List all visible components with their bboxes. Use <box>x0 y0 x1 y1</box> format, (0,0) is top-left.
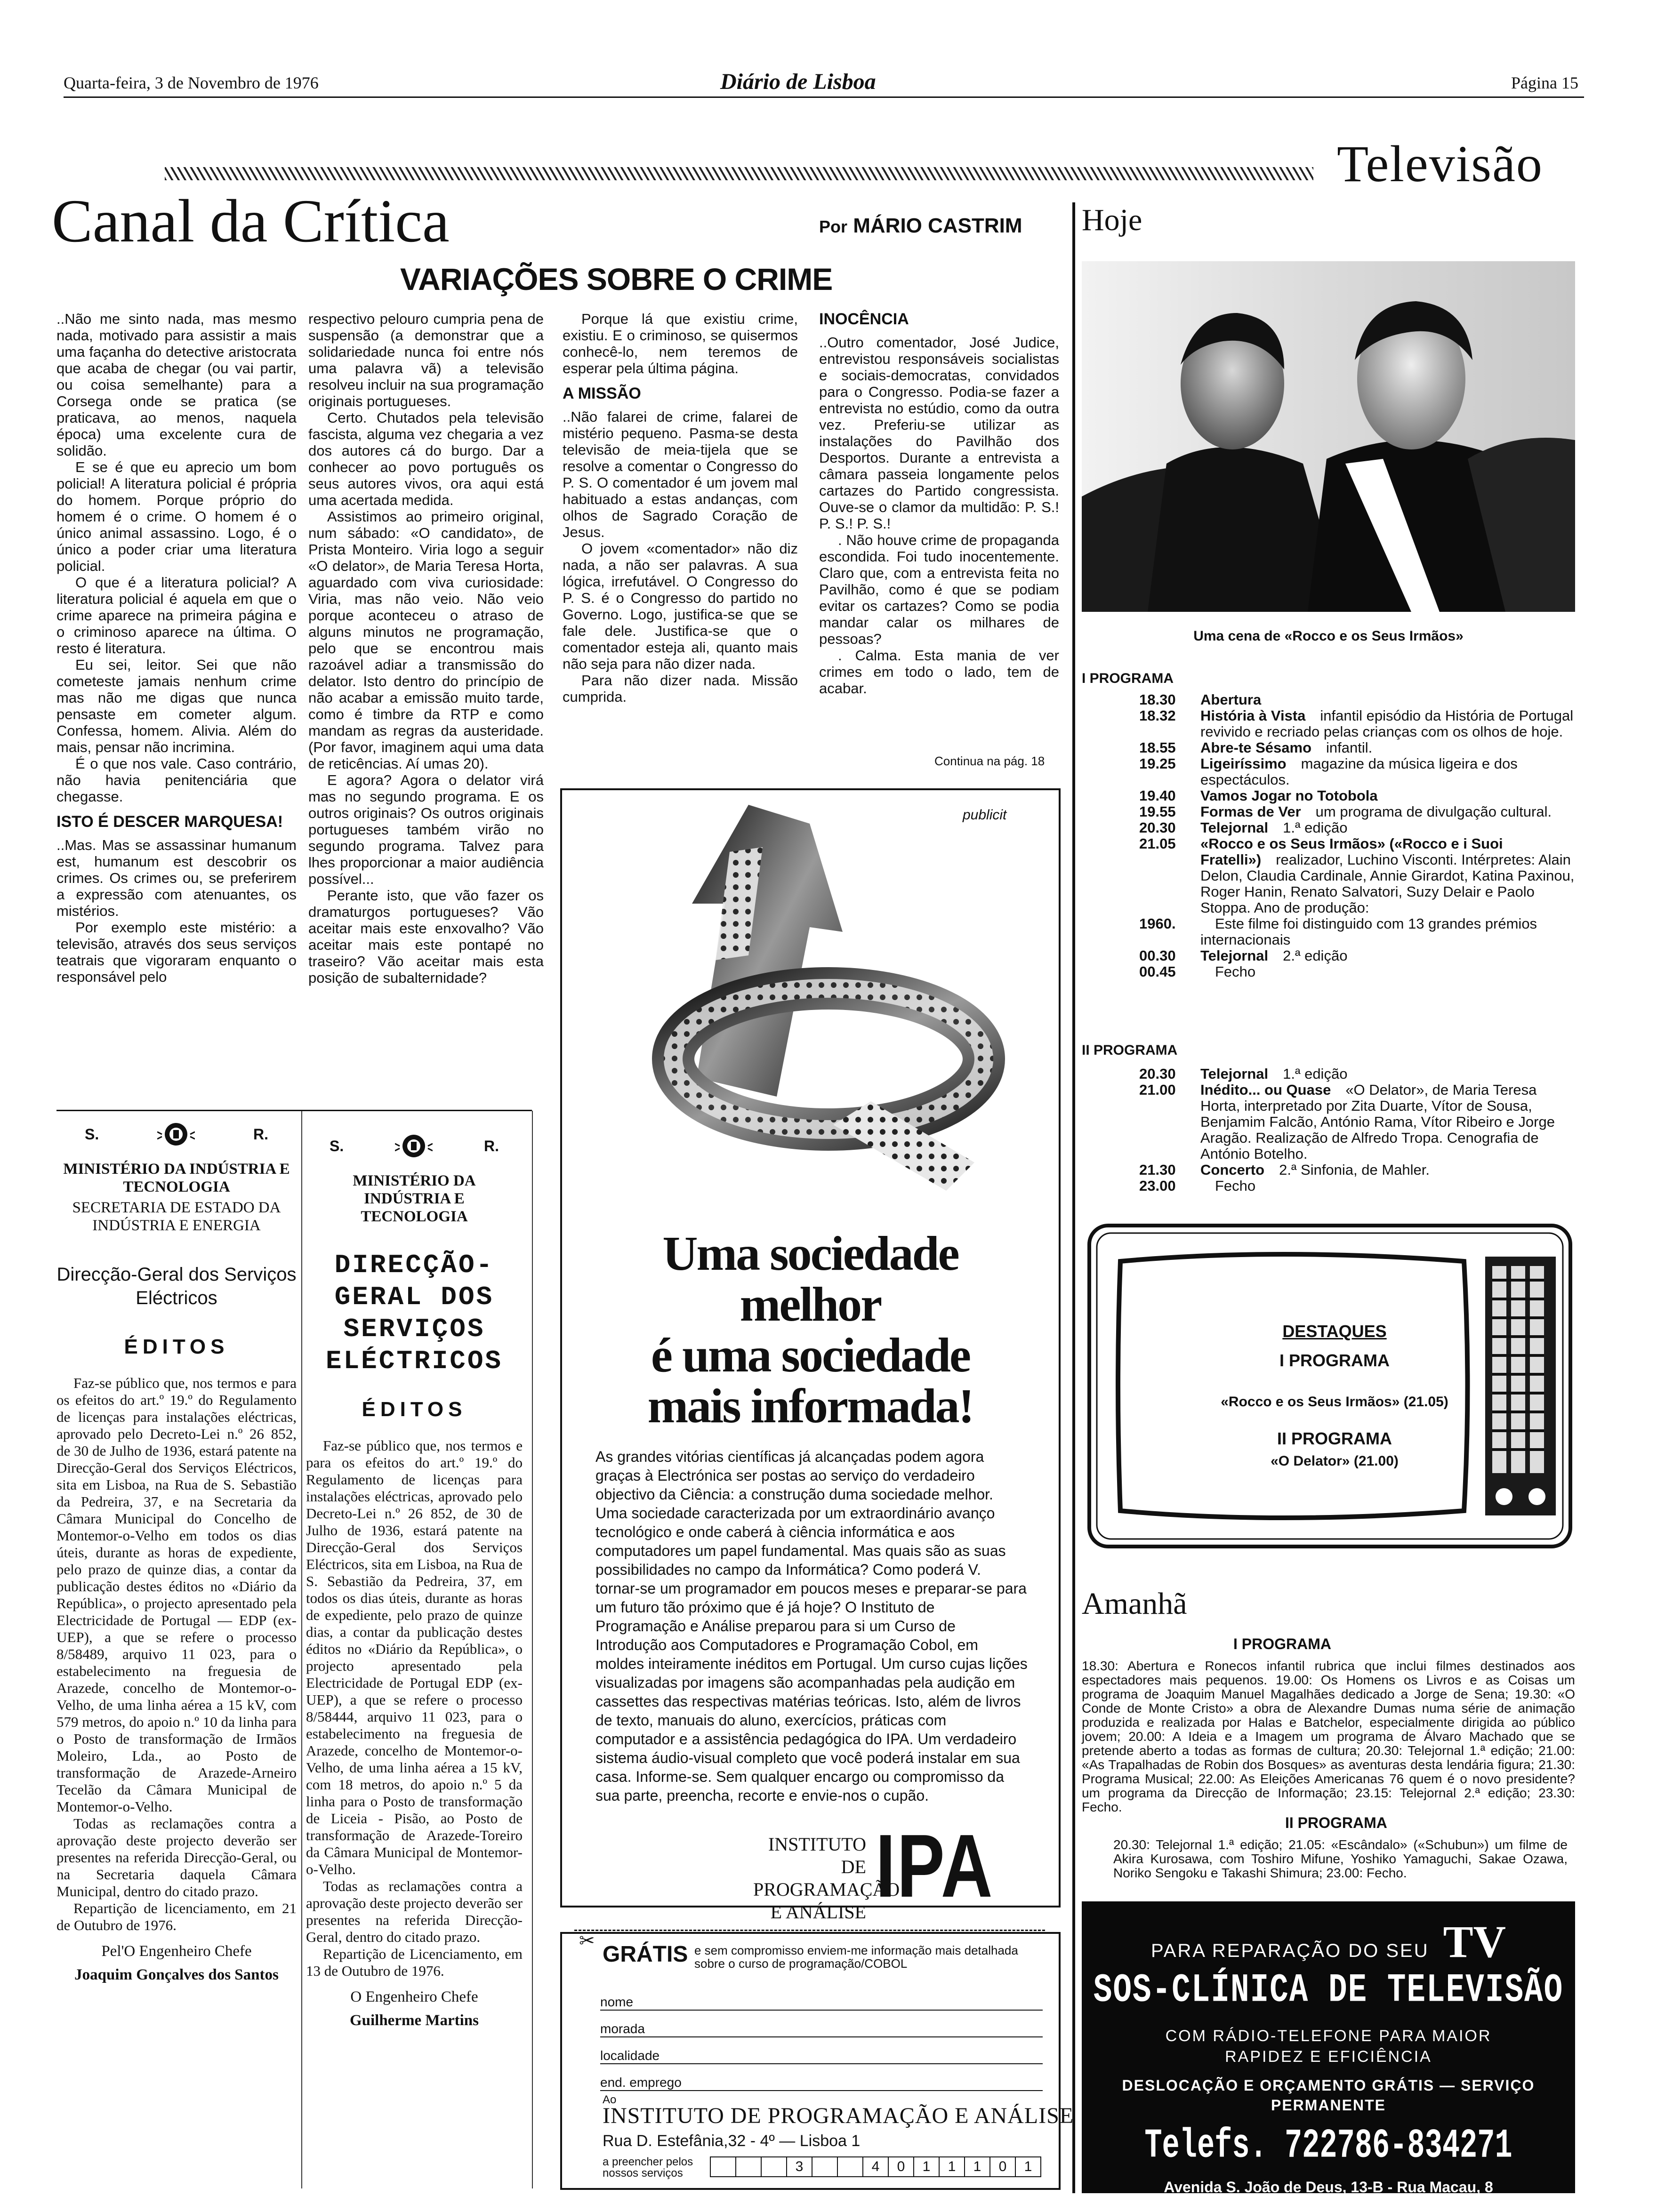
signer-name: Guilherme Martins <box>349 2012 479 2029</box>
schedule-row <box>1139 820 1575 836</box>
notice-title: ÉDITOS <box>124 1335 229 1358</box>
coupon-fields <box>600 1984 1043 2091</box>
secretariat: SECRETARIA DE ESTADO DA INDÚSTRIA E ENERGIA <box>72 1199 281 1234</box>
schedule-row <box>1139 804 1575 820</box>
masthead: Diário de Lisboa <box>720 69 876 94</box>
public-notice-2 <box>306 1130 523 2029</box>
column-title: Canal da Crítica <box>52 187 450 255</box>
field-label: end. emprego <box>600 2075 682 2090</box>
paragraph: O que é a literatura policial? A literatura policial é aquela em que o crime aparece na primeira página e o criminoso aparece na última. O resto é literatura. <box>56 574 297 657</box>
schedule-title: Telejornal <box>1200 819 1269 836</box>
article-headline: VARIAÇÕES SOBRE O CRIME <box>400 262 833 297</box>
coupon-institute: INSTITUTO DE PROGRAMAÇÃO E ANÁLISE <box>603 2103 1074 2128</box>
paragraph: Repartição de Licenciamento, em 13 de Outubro de 1976. <box>306 1946 523 1979</box>
to-label: Ao <box>603 2093 617 2106</box>
schedule-row <box>1139 948 1575 964</box>
schedule-channel-2 <box>1139 1066 1575 1194</box>
code-box: 1 <box>913 2156 940 2177</box>
schedule-title: Abre-te Sésamo <box>1200 739 1312 756</box>
schedule-time: 1960. <box>1139 915 1176 932</box>
field-emprego[interactable] <box>600 2064 1043 2091</box>
gratis-label: GRÁTIS <box>603 1942 688 1967</box>
sos-line-3: COM RÁDIO-TELEFONE PARA MAIOR RAPIDEZ E EFICIÊNCIA <box>1165 2027 1492 2066</box>
schedule-description: 2.ª edição <box>1283 947 1348 964</box>
schedule-time: 00.45 <box>1139 963 1176 980</box>
paragraph: Certo. Chutados pela televisão fascista, alguma vez chegaria a vez dos autores cá do burgo. Dar a conhecer ao povo português os seus autores vivos, ora aqui está uma acertada medida. <box>308 409 544 508</box>
byline-prefix: Por <box>819 217 848 236</box>
issue-date: Quarta-feira, 3 de Novembro de 1976 <box>64 73 319 92</box>
signer-title: O Engenheiro Chefe <box>350 1988 478 2005</box>
byline-author: MÁRIO CASTRIM <box>853 214 1022 237</box>
code-box: 0 <box>989 2156 1016 2177</box>
schedule-time: 18.32 <box>1139 707 1176 724</box>
paragraph: ..Mas. Mas se assassinar humanum est, humanum est descobrir os crimes. Os crimes ou, se preferirem a expressão com atenuantes, os mistérios. <box>56 837 297 919</box>
code-box: 3 <box>786 2156 812 2177</box>
schedule-time: 18.55 <box>1139 739 1176 756</box>
institute-line: E ANÁLISE <box>770 1901 866 1923</box>
institute-line: DE PROGRAMAÇÃO <box>753 1856 900 1900</box>
schedule-title: Ligeiríssimo <box>1200 755 1287 772</box>
schedule-description: «O Delator», de Maria Teresa Horta, interpretado por Zita Duarte, Vítor de Sousa, Benjamim Falcão, António Rama, Vítor Ribeiro e Jorge Aragão. Realização de Alfredo Tropa. Cenografia de António Botelho. <box>1200 1082 1555 1162</box>
notice-body <box>306 1437 523 1980</box>
schedule-description: Fecho <box>1215 963 1256 980</box>
schedule-description: 1.ª edição <box>1283 1066 1348 1082</box>
paragraph: As grandes vitórias científicas já alcançadas podem agora graças à Electrónica ser postas ao serviço do verdadeiro objectivo da Ciência: a construção duma sociedade melhor. Uma sociedade caracterizada por um extraordinário avanço tecnológico e onde caberá à ciência informática e aos computadores um papel fundamental. Mas quais são as suas possibilidades no campo da Informática? Como poderá V. tornar-se um programador em poucos meses e preparar-se para um futuro tão próximo que é já hoje? O Instituto de Programação e Análise preparou para si um Curso de Introdução aos Computadores e Programação Cobol, em moldes inteiramente inéditos em Portugal. Um curso cujas lições visualizadas por imagens são acompanhadas pela audição em cassettes das respectivas matérias teóricas. Isto, além de livros de texto, manuais do aluno, exercícios, práticas com computador e a assistência pedagógica do IPA. Um verdadeiro sistema áudio-visual completo que você poderá instalar em sua casa. Informe-se. Sem qualquer encargo ou compromisso da sua parte, preencha, recorte e envie-nos o cupão. <box>595 1448 1028 1804</box>
schedule-time: 19.55 <box>1139 803 1176 820</box>
signer-title: Pel'O Engenheiro Chefe <box>101 1943 252 1960</box>
highlights-title: DESTAQUES <box>1282 1322 1387 1341</box>
paragraph: . Não houve crime de propaganda escondida. Foi tudo inocentemente. Claro que, com a entrevista feita no Pavilhão, como é que se podiam evitar os cartazes? Como se podia mandar calar os milhares de pessoas? <box>819 532 1059 647</box>
tomorrow-heading: Amanhã <box>1082 1587 1187 1621</box>
seal-letter-s: S. <box>330 1138 344 1154</box>
institute-line: INSTITUTO <box>768 1834 866 1855</box>
highlights-item-1: «Rocco e os Seus Irmãos» (21.05) <box>1221 1394 1448 1410</box>
sos-line-4: DESLOCAÇÃO E ORÇAMENTO GRÁTIS — SERVIÇO PERMANENTE <box>1122 2077 1535 2114</box>
sos-tv: TV <box>1443 1916 1506 1967</box>
sos-address: Avenida S. João de Deus, 13-B - Rua Macau, 8 <box>1164 2179 1493 2196</box>
paragraph: Faz-se público que, nos termos e para os efeitos do art.º 19.º do Regulamento de licenças para instalações eléctricas, aprovado pelo Decreto-Lei n.º 26 852, de 30 de Julho de 1936, estará patente na Direcção-Geral dos Serviços Eléctricos, sita em Lisboa, na Rua de S. Sebastião da Pedreira, 37, e na Secretaria da Câmara Municipal do Concelho de Montemor-o-Velho em todos os dias úteis, durante as horas de expediente, pelo prazo de quinze dias, a contar da publicação destes éditos no «Diário da República», o projecto apresentado pela Electricidade de Portugal — EDP (ex-UEP), a que se refere o processo 8/58489, arquivo 11 023, para o estabelecimento na freguesia de Arazede, concelho de Montemor-o-Velho, de uma linha aérea a 15 kV, com 579 metros, do apoio n.º 10 da linha para o Posto de transformação de Irmãos Moleiro, Lda., ao Posto de transformação de Arazede-Arneiro Tecelão da Câmara Municipal de Montemor-o-Velho. <box>56 1375 297 1815</box>
headline-line: melhor <box>740 1277 881 1331</box>
fill-note: a preencher pelos nossos serviços <box>603 2156 693 2180</box>
hatched-rule <box>165 167 1313 180</box>
column-rule <box>532 1111 533 2188</box>
ad-headline <box>560 1228 1061 1432</box>
ipa-logo <box>876 1826 1036 1906</box>
paragraph: ..Não me sinto nada, mas mesmo nada, motivado para assistir a mais uma façanha do detective aristocrata que acaba de chegar (ou vai partir, ou coisa semelhante) para a Corsega onde se pratica (se praticava, ao menos, naquela época) uma excelente cura de solidão. <box>56 311 297 459</box>
gratis-note: e sem compromisso enviem-me informação mais detalhada sobre o curso de programação/COBOL <box>694 1943 1018 1971</box>
paragraph: O jovem «comentador» não diz nada, a não ser palavras. A sua lógica, irrefutável. O Congresso do P. S. é o Congresso do partido no Governo. Logo, justifica-se que se fale dele. Justifica-se que o comentador esteja ali, quanto mais não seja para não dizer nada. <box>563 540 798 672</box>
schedule-title: Telejornal <box>1200 947 1269 964</box>
paragraph: Para não dizer nada. Missão cumprida. <box>563 672 798 705</box>
field-localidade[interactable] <box>600 2037 1043 2064</box>
paragraph: Todas as reclamações contra a aprovação deste projecto deverão ser presentes na referida Direcção-Geral, ou na Secretaria daquela Câmara Municipal, dentro do citado prazo. <box>56 1815 297 1899</box>
section-title: Televisão <box>1337 135 1543 192</box>
sos-clinic-advertisement <box>1082 1901 1575 2196</box>
paragraph: Porque lá que existiu crime, existiu. E o criminoso, se quisermos conhecê-lo, nem teremos de esperar pela última página. <box>563 311 798 377</box>
schedule-row <box>1139 1082 1575 1162</box>
schedule-time: 21.00 <box>1139 1082 1176 1098</box>
schedule-title: História à Vista <box>1200 707 1306 724</box>
schedule-time: 21.30 <box>1139 1162 1176 1178</box>
article-column-2 <box>308 311 544 986</box>
ministry: MINISTÉRIO DA INDÚSTRIA E TECNOLOGIA <box>353 1172 476 1225</box>
paragraph: respectivo pelouro cumpria pena de suspensão (a demonstrar que a solidariedade nunca foi entre nós uma palavra vã) a televisão resolveu incluir na sua programação originais portugueses. <box>308 311 544 409</box>
schedule-time: 18.30 <box>1139 691 1176 708</box>
code-box <box>761 2156 787 2177</box>
field-morada[interactable] <box>600 2011 1043 2037</box>
schedule-row <box>1139 756 1575 788</box>
schedule-title: «Rocco e os Seus Irmãos» («Rocco e i Suoi Fratelli») <box>1200 835 1503 868</box>
seal-letter-r: R. <box>253 1126 268 1143</box>
tomorrow-schedule-2: 20.30: Telejornal 1.ª edição; 21.05: «Escândalo» («Schubun») um filme de Akira Kurosawa, com Toshiro Mifune, Yoshiko Yamaguchi, Sakae Ozawa, Noriko Sengoku e Takashi Shimura; 23.00: Fecho. <box>1113 1837 1568 1880</box>
paragraph: . Calma. Esta mania de ver crimes em todo o lado, tem de acabar. <box>819 647 1059 697</box>
paragraph: ..Outro comentador, José Judice, entrevistou responsáveis socialistas e sociais-democratas, convidados para o Congresso. Podia-se fazer a entrevista no estúdio, como da outra vez. Preferiu-se utilizar as instalações do Pavilhão dos Desportos. Durante a entrevista a câmara passeia longamente pelos cartazes do Partido congressista. Ouve-se o clamor da multidão: P. S.! P. S.! P. S.! <box>819 334 1059 532</box>
signer-name: Joaquim Gonçalves dos Santos <box>74 1966 279 1983</box>
schedule-time: 19.40 <box>1139 787 1176 804</box>
coat-of-arms-icon <box>395 1130 433 1162</box>
schedule-row <box>1139 708 1575 740</box>
schedule-description: magazine da música ligeira e dos espectáculos. <box>1200 755 1518 788</box>
code-box: 0 <box>888 2156 914 2177</box>
ad-section-rule <box>56 1110 532 1111</box>
schedule-time: 21.05 <box>1139 835 1176 852</box>
code-box: 1 <box>939 2156 965 2177</box>
continued-note: Continua na pág. 18 <box>934 754 1045 768</box>
column-rule <box>301 1111 302 2188</box>
paragraph: Todas as reclamações contra a aprovação deste projecto deverão ser presentes na referida Direcção-Geral, dentro do citado prazo. <box>306 1878 523 1945</box>
seal-letter-s: S. <box>85 1126 99 1143</box>
sos-phones: Telefs. 722786-834271 <box>1144 2122 1512 2170</box>
channel-heading: I PROGRAMA <box>1233 1635 1331 1652</box>
field-nome[interactable] <box>600 1984 1043 2011</box>
coat-of-arms-icon <box>157 1118 195 1151</box>
article-column-1 <box>56 311 297 985</box>
highlights-channel-2: II PROGRAMA <box>1277 1429 1392 1448</box>
schedule-description: Este filme foi distinguido com 13 grandes prémios internacionais <box>1200 915 1537 948</box>
photo-caption: Uma cena de «Rocco e os Seus Irmãos» <box>1193 628 1464 644</box>
schedule-channel-1 <box>1139 692 1575 980</box>
channel-heading: I PROGRAMA <box>1082 671 1174 686</box>
today-heading: Hoje <box>1082 203 1142 237</box>
paragraph: Por exemplo este mistério: a televisão, através dos seus serviços teatrais que vigoraram enquanto o responsável pelo <box>56 919 297 985</box>
schedule-row <box>1139 788 1575 804</box>
code-box <box>812 2156 838 2177</box>
headline-line: Uma sociedade <box>662 1226 958 1281</box>
schedule-description: infantil. <box>1326 739 1373 756</box>
schedule-title: Concerto <box>1200 1162 1265 1178</box>
perforated-tape-illustration <box>607 795 1022 1210</box>
field-label: morada <box>600 2021 645 2036</box>
page-number: Página 15 <box>1511 73 1578 92</box>
subheading: ISTO É DESCER MARQUESA! <box>56 813 283 831</box>
schedule-title: Formas de Ver <box>1200 803 1301 820</box>
byline <box>819 214 1022 238</box>
code-box: 4 <box>862 2156 889 2177</box>
public-notice-1 <box>56 1118 297 1984</box>
schedule-title: Abertura <box>1200 691 1262 708</box>
headline-line: mais informada! <box>647 1379 973 1433</box>
paragraph: Perante isto, que vão fazer os dramaturgos portugueses? Vão aceitar mais este enxovalho? Vão aceitar mais este pontapé no traseiro? Vão aceitar mais esta posição de subalternidade? <box>308 887 544 986</box>
film-still-photo <box>1082 261 1575 612</box>
schedule-title: Inédito... ou Quase <box>1200 1082 1331 1098</box>
schedule-time: 23.00 <box>1139 1178 1176 1194</box>
headline-line: é uma sociedade <box>651 1328 970 1382</box>
schedule-title: Vamos Jogar no Totobola <box>1200 787 1378 804</box>
seal-letter-r: R. <box>483 1138 499 1154</box>
scissors-icon: ✂ <box>579 1930 595 1951</box>
directorate: DIRECÇÃO-GERAL DOS SERVIÇOS ELÉCTRICOS <box>325 1250 503 1376</box>
field-label: localidade <box>600 2048 660 2063</box>
paragraph: Eu sei, leitor. Sei que não cometeste jamais nenhum crime mas não me digas que nunca pensaste em cometer algum. Confessa, homem. Alivia. Além do mais, pensar não incrimina. <box>56 657 297 755</box>
article-column-3 <box>563 311 798 705</box>
subheading: A MISSÃO <box>563 385 641 402</box>
schedule-time: 00.30 <box>1139 947 1176 964</box>
highlights-box <box>1205 1320 1464 1473</box>
agency-mark: publicit <box>963 807 1007 823</box>
schedule-row <box>1139 1178 1575 1194</box>
ad-body <box>595 1447 1029 1805</box>
schedule-time: 20.30 <box>1139 1066 1176 1082</box>
paragraph: ..Não falarei de crime, falarei de mistério pequeno. Pasma-se desta televisão de meia-tijela que se resolve a comentar o Congresso do P. S. O comentador é um jovem mal habituado a estas andanças, com olhos de Sagrado Coração de Jesus. <box>563 409 798 540</box>
ministry: MINISTÉRIO DA INDÚSTRIA E TECNOLOGIA <box>63 1161 290 1195</box>
channel-heading: II PROGRAMA <box>1082 1042 1178 1058</box>
directorate: Direcção-Geral dos Serviços Eléctricos <box>56 1264 297 1308</box>
schedule-description: Fecho <box>1215 1178 1256 1194</box>
reference-code-boxes <box>711 2156 1041 2177</box>
schedule-description: infantil episódio da História de Portugal revivido e recriado pelas crianças com os olhos de hoje. <box>1200 707 1574 740</box>
schedule-row <box>1139 964 1575 980</box>
code-box <box>837 2156 863 2177</box>
paragraph: Repartição de licenciamento, em 21 de Outubro de 1976. <box>56 1900 297 1933</box>
schedule-row <box>1139 836 1575 916</box>
channel-heading: II PROGRAMA <box>1285 1814 1387 1831</box>
code-box: 1 <box>1015 2156 1041 2177</box>
schedule-description: um programa de divulgação cultural. <box>1315 803 1552 820</box>
highlights-channel-1: I PROGRAMA <box>1279 1351 1390 1370</box>
section-divider <box>1072 202 1075 2193</box>
paragraph: Faz-se público que, nos termos e para os efeitos do art.º 19.º do Regulamento de licenças para instalações eléctricas, aprovado pelo Decreto-Lei n.º 26 852, de 30 de Julho de 1936, estará patente na Direcção-Geral dos Serviços Eléctricos, sita em Lisboa, na Rua de S. Sebastião da Pedreira, 37, em todos os dias úteis, durante as horas de expediente, pelo prazo de quinze dias, a contar da publicação destes éditos no «Diário da República», o projecto apresentado pela Electricidade de Portugal EDP (ex-UEP), a que se refere o processo 8/58444, arquivo 11 023, para o estabelecimento na freguesia de Arazede, concelho de Montemor-o-Velho, de uma linha aérea a 15 kV, com 18 metros, do apoio n.º 5 da linha para o Posto de transformação de Liceia - Pisão, ao Posto de transformação de Arazede-Toreiro da Câmara Municipal de Montemor-o-Velho. <box>306 1437 523 1877</box>
cut-line <box>574 1930 1045 1931</box>
schedule-time: 20.30 <box>1139 819 1176 836</box>
code-box: 1 <box>964 2156 990 2177</box>
coupon-address: Rua D. Estefânia,32 - 4º — Lisboa 1 <box>603 2132 861 2150</box>
schedule-time: 19.25 <box>1139 755 1176 772</box>
schedule-description: realizador, Luchino Visconti. Intérpretes: Alain Delon, Claudia Cardinale, Annie Girardot, Katina Paxinou, Roger Hanin, Renato Salvatori, Suzy Delair e Paolo Stoppa. Ano de produção: <box>1200 851 1575 916</box>
code-box <box>735 2156 762 2177</box>
schedule-row <box>1139 1066 1575 1082</box>
paragraph: É o que nos vale. Caso contrário, não havia penitenciária que chegasse. <box>56 755 297 805</box>
paragraph: Assistimos ao primeiro original, num sábado: «O candidato», de Prista Monteiro. Viria logo a seguir «O delator», de Maria Teresa Horta, aguardado com viva curiosidade: Viria, mas não veio. Não veio porque aconteceu o atraso de alguns minutos ne programação, pelo que se encontrou mais razoável adiar a transmissão do delator. Isto dentro do princípio de não acabar a emissão muito tarde, como é timbre da RTP e como mandam as regras da austeridade. (Por favor, imaginem aqui uma data de reticências. Aí umas 20). <box>308 508 544 772</box>
schedule-row <box>1139 916 1575 948</box>
subheading: INOCÊNCIA <box>819 310 909 328</box>
highlights-item-2: «O Delator» (21.00) <box>1271 1453 1399 1469</box>
article-column-4 <box>819 311 1059 697</box>
header-rule <box>64 96 1584 98</box>
institute-name <box>753 1833 900 1923</box>
schedule-description: 2.ª Sinfonia, de Mahler. <box>1279 1162 1430 1178</box>
tomorrow-schedule-1: 18.30: Abertura e Ronecos infantil rubrica que inclui filmes destinados aos espectadores mais pequenos. 19.00: Os Homens os Livros e as Coisas um programa de Joaquim Manuel Magalhães dedicado a Jorge de Sena; 19.30: «O Conde de Monte Cristo» a obra de Alexandre Dumas numa série de animação produzida e realizada por Halas e Batchelor, especialmente dirigida ao público jovem; 20.00: A Ideia e a Imagem um programa de Álvaro Machado que se pretende aberto a todas as formas de cultura; 20.30: Telejornal 1.ª edição; 21.00: «As Trapalhadas de Robin dos Bosques» as aventuras desta lendária figura; 21.30: Programa Musical; 22.00: As Eleições Americanas 76 quem é o novo presidente? um programa da Direcção de Informação; 23.15: Telejornal 2.ª edição; 23.30: Fecho. <box>1082 1659 1575 1814</box>
code-box <box>710 2156 736 2177</box>
ipa-logo-text: IPA <box>876 1826 994 1906</box>
notice-title: ÉDITOS <box>362 1398 467 1421</box>
schedule-row <box>1139 692 1575 708</box>
schedule-description: 1.ª edição <box>1283 819 1348 836</box>
schedule-title: Telejornal <box>1200 1066 1269 1082</box>
sos-name: SOS-CLÍNICA DE TELEVISÃO <box>1093 1967 1564 2013</box>
schedule-row <box>1139 1162 1575 1178</box>
schedule-row <box>1139 740 1575 756</box>
paragraph: E agora? Agora o delator virá mas no segundo programa. E os outros originais? Os outros originais portugueses também virão no segundo programa. Talvez para lhes proporcionar a maior audiência possível... <box>308 772 544 887</box>
paragraph: E se é que eu aprecio um bom policial! A literatura policial é própria do homem. Porque próprio do homem é o crime. O homem é o único animal assassino. Logo, é o único a poder criar uma literatura policial. <box>56 459 297 574</box>
field-label: nome <box>600 1995 634 2009</box>
notice-body <box>56 1375 297 1934</box>
sos-line-1: PARA REPARAÇÃO DO SEU <box>1151 1940 1429 1961</box>
